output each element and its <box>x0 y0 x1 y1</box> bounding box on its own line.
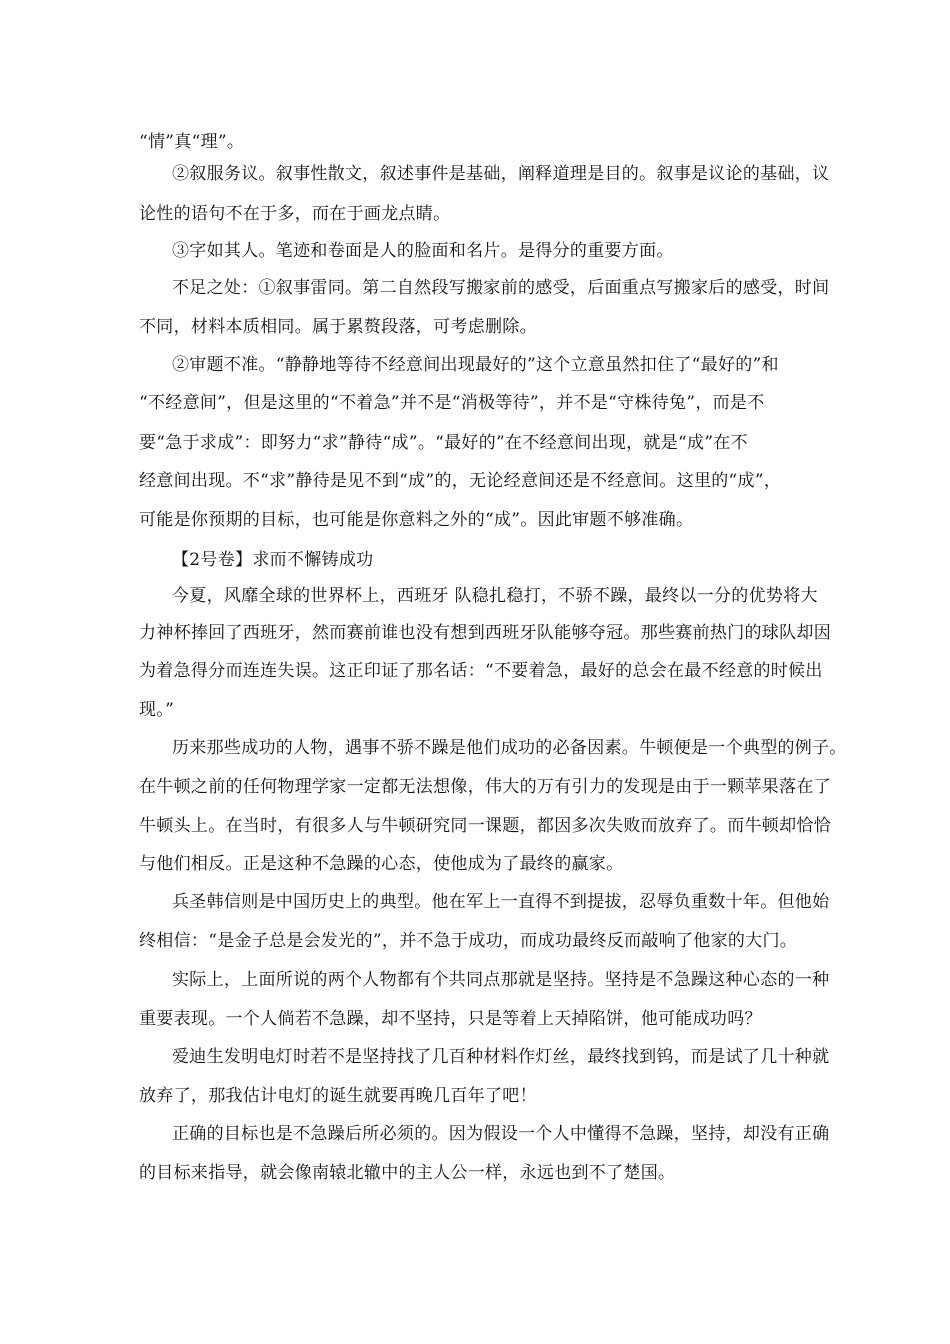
text-line: 兵圣韩信则是中国历史上的典型。他在军上一直得不到提拔，忍辱负重数十年。但他始 <box>172 892 830 912</box>
text-line: 实际上，上面所说的两个人物都有个共同点那就是坚持。坚持是不急躁这种心态的一种 <box>172 970 830 990</box>
section-heading: 【2号卷】求而不懈铸成功 <box>172 550 374 570</box>
text-line: 不同，材料本质相同。属于累赘段落，可考虑删除。 <box>139 317 537 337</box>
text-line: 力神杯捧回了西班牙，然而赛前谁也没有想到西班牙队能够夺冠。那些赛前热门的球队却因 <box>139 623 831 643</box>
text-line: 要“急于求成”：即努力“求”静待“成”。“最好的”在不经意间出现，就是“成”在不 <box>139 433 748 453</box>
text-line: 正确的目标也是不急躁后所必须的。因为假设一个人中懂得不急躁，坚持，却没有正确 <box>172 1124 830 1144</box>
text-line: 终相信：“是金子总是会发光的”，并不急于成功，而成功最终反而敲响了他家的大门。 <box>139 931 798 951</box>
text-line: 可能是你预期的目标，也可能是你意料之外的“成”。因此审题不够准确。 <box>139 510 694 530</box>
text-line: 现。” <box>139 700 175 720</box>
text-line: ②叙服务议。叙事性散文，叙述事件是基础，阐释道理是目的。叙事是议论的基础，议 <box>172 164 830 184</box>
text-line: “不经意间”，但是这里的“不着急”并不是“消极等待”，并不是“守株待兔”，而是不 <box>139 393 765 413</box>
text-line: 牛顿头上。在当时，有很多人与牛顿研究同一课题，都因多次失败而放弃了。而牛顿却恰恰 <box>139 816 831 836</box>
text-line: 今夏，风靡全球的世界杯上，西班牙 队稳扎稳打，不骄不躁，最终以一分的优势将大 <box>172 586 818 606</box>
text-line: 经意间出现。不“求”静待是见不到“成”的，无论经意间还是不经意间。这里的“成”， <box>139 471 782 491</box>
text-line: ②审题不准。“静静地等待不经意间出现最好的”这个立意虽然扣住了“最好的”和 <box>172 355 779 375</box>
text-line: 放弃了，那我估计电灯的诞生就要再晚几百年了吧！ <box>139 1086 537 1106</box>
text-line: 在牛顿之前的任何物理学家一定都无法想像，伟大的万有引力的发现是由于一颗苹果落在了 <box>139 777 831 797</box>
text-line: 为着急得分而连连失误。这正印证了那名话：“不要着急，最好的总会在最不经意的时候出 <box>139 661 823 681</box>
text-line: 重要表现。一个人倘若不急躁，却不坚持，只是等着上天掉陷饼，他可能成功吗？ <box>139 1009 762 1029</box>
text-line: 不足之处：①叙事雷同。第二自然段写搬家前的感受，后面重点写搬家后的感受，时间 <box>172 278 830 298</box>
text-line: 爱迪生发明电灯时若不是坚持找了几百种材料作灯丝，最终找到钨，而是试了几十种就 <box>172 1047 830 1067</box>
text-line: 历来那些成功的人物，遇事不骄不躁是他们成功的必备因素。牛顿便是一个典型的例子。 <box>172 738 847 758</box>
text-line: 与他们相反。正是这种不急躁的心态，使他成为了最终的赢家。 <box>139 854 624 874</box>
text-line: “情”真“理”。 <box>139 132 245 152</box>
text-line: 的目标来指导，就会像南辕北辙中的主人公一样，永远也到不了楚国。 <box>139 1163 676 1183</box>
text-line: ③字如其人。笔迹和卷面是人的脸面和名片。是得分的重要方面。 <box>172 241 674 261</box>
text-line: 论性的语句不在于多，而在于画龙点睛。 <box>139 204 451 224</box>
